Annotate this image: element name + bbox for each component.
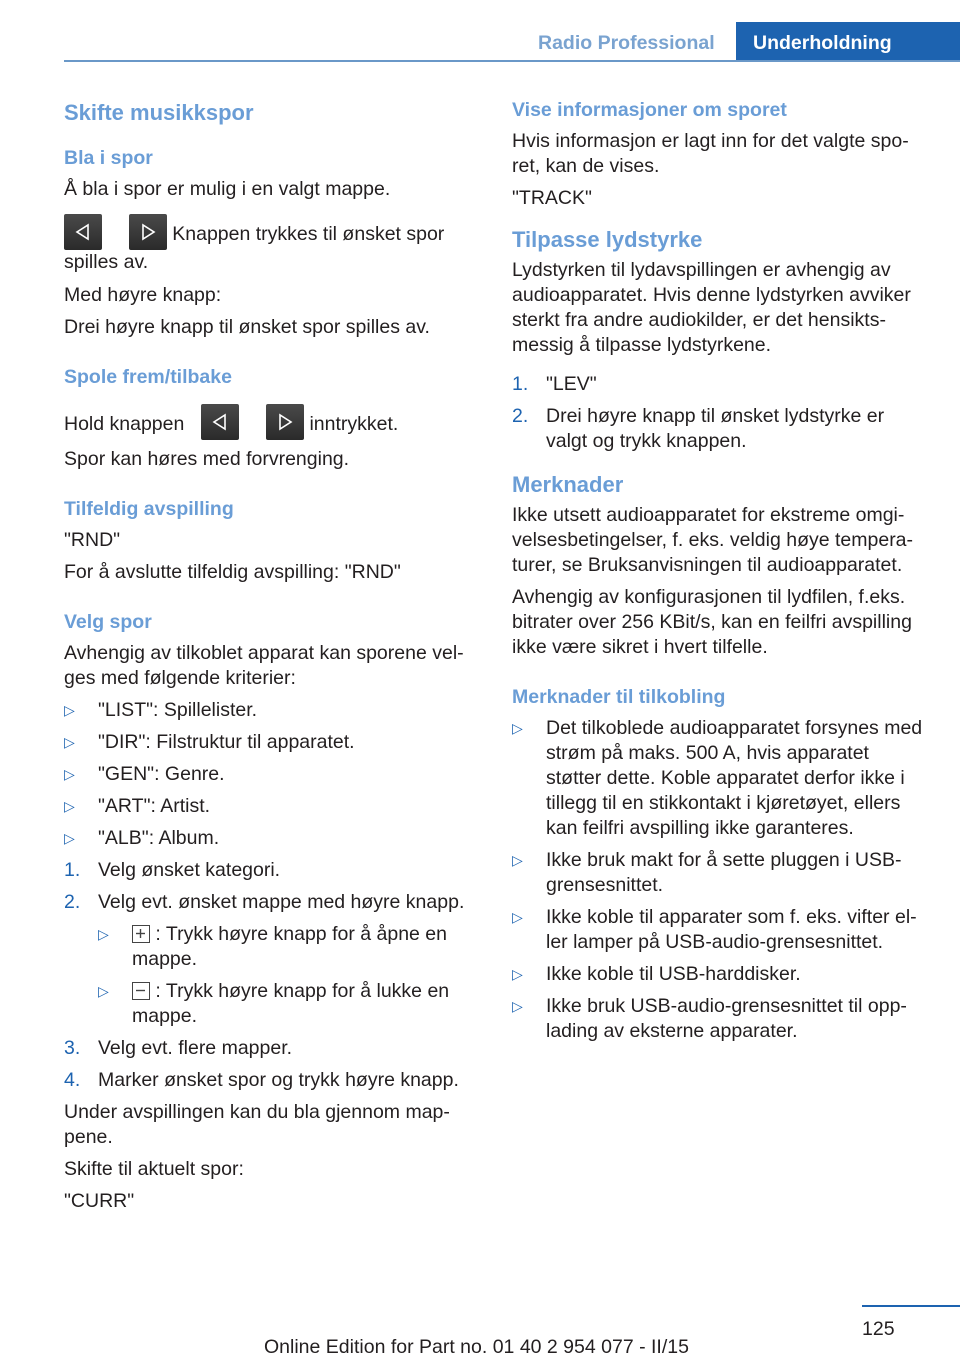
- paragraph: Ikke utsett audioapparatet for ekstreme omgi-velsesbetingelser, f. eks. veldig høye tempera-turer, se Bruksanvisningen til audioapparatet.: [512, 504, 914, 576]
- paragraph: Å bla i spor er mulig i en valgt mappe.: [64, 178, 391, 200]
- left-column: [64, 98, 474, 1214]
- paragraph: Lydstyrken til lydavspillingen er avhengig av audioapparatet. Hvis denne lydstyrken avviker sterkt fra andre audiokilder, er det hensikts-messig å tilpasse lydstyrkene.: [512, 259, 911, 356]
- bullet-icon: ▷: [512, 909, 523, 925]
- paragraph: Skifte til aktuelt spor:: [64, 1158, 244, 1180]
- step-number: 1.: [512, 373, 529, 395]
- paragraph: "CURR": [64, 1190, 135, 1212]
- list-item: ▷ "ALB": Album.: [64, 827, 220, 849]
- paragraph-text: Hold knappen: [64, 413, 185, 435]
- bullet-icon: ▷: [98, 983, 109, 999]
- bullet-icon: ▷: [512, 852, 523, 868]
- paragraph: Under avspillingen kan du bla gjennom map-pene.: [64, 1101, 450, 1148]
- criteria-list: [64, 698, 474, 851]
- footer-edition: Online Edition for Part no. 01 40 2 954 077 - II/15: [264, 1336, 689, 1358]
- heading-tilfeldig-avspilling: Tilfeldig avspilling: [64, 498, 234, 520]
- heading-vise-informasjoner: Vise informasjoner om sporet: [512, 99, 787, 121]
- bullet-icon: ▷: [98, 926, 109, 942]
- paragraph: Avhengig av tilkoblet apparat kan sporene vel-ges med følgende kriterier:: [64, 642, 464, 689]
- bullet-icon: ▷: [64, 830, 75, 846]
- list-item: 3. Velg evt. flere mapper.: [64, 1037, 293, 1059]
- heading-spole-frem-tilbake: Spole frem/tilbake: [64, 366, 232, 388]
- step-number: 3.: [64, 1037, 81, 1059]
- paragraph-with-icons: [64, 214, 474, 275]
- paragraph-text: inntrykket.: [309, 413, 399, 435]
- list-item: ▷ : Trykk høyre knapp for å lukke en mappe.: [98, 980, 450, 1027]
- sub-list: [98, 922, 474, 1029]
- list-item: 2. Drei høyre knapp til ønsket lydstyrke er valgt og trykk knappen.: [512, 405, 885, 452]
- list-item: ▷ Ikke koble til USB-harddisker.: [512, 963, 801, 985]
- list-item: ▷ Ikke koble til apparater som f. eks. vifter el-ler lamper på USB-audio-grensesnittet.: [512, 906, 917, 953]
- connection-notes-list: [512, 716, 924, 1044]
- header-rule: [64, 60, 960, 62]
- list-item: ▷ "LIST": Spillelister.: [64, 699, 258, 721]
- paragraph-with-icons: [64, 404, 474, 440]
- rewind-icon: [201, 404, 239, 440]
- section-title-merknader: Merknader: [512, 472, 624, 497]
- list-item: ▷ "ART": Artist.: [64, 795, 211, 817]
- heading-merknader-til-tilkobling: Merknader til tilkobling: [512, 686, 726, 708]
- bullet-icon: ▷: [64, 766, 75, 782]
- bullet-icon: ▷: [512, 720, 523, 736]
- paragraph: Avhengig av konfigurasjonen til lydfilen, f.eks. bitrater over 256 KBit/s, kan en feilfri avspilling ikke være sikret i hvert tilfelle.: [512, 586, 912, 658]
- section-title-tilpasse-lydstyrke: Tilpasse lydstyrke: [512, 227, 703, 252]
- list-item: ▷ Ikke bruk makt for å sette pluggen i USB-grensesnittet.: [512, 849, 902, 896]
- previous-track-icon: [64, 214, 102, 250]
- list-item: 2. Velg evt. ønsket mappe med høyre knapp. ▷ : Trykk høyre knapp for å åpne en mappe. ▷ : Trykk høyre knapp for å lukke en mappe.: [64, 890, 474, 1029]
- step-number: 2.: [512, 405, 529, 427]
- list-item: 1. "LEV": [512, 373, 597, 395]
- bullet-icon: ▷: [64, 702, 75, 718]
- step-number: 4.: [64, 1069, 81, 1091]
- paragraph: "RND": [64, 529, 121, 551]
- list-item: ▷ : Trykk høyre knapp for å åpne en mappe.: [98, 923, 447, 970]
- header-tab-underholdning[interactable]: Underholdning: [736, 22, 960, 62]
- page-number: 125: [862, 1318, 895, 1340]
- paragraph: For å avslutte tilfeldig avspilling: "RND": [64, 561, 401, 583]
- expand-folder-icon: [132, 925, 150, 943]
- list-item: ▷ "GEN": Genre.: [64, 763, 225, 785]
- list-item: ▷ "DIR": Filstruktur til apparatet.: [64, 731, 355, 753]
- paragraph-text: Knappen trykkes til ønsket spor spilles av.: [64, 223, 445, 273]
- bullet-icon: ▷: [64, 734, 75, 750]
- list-item: 1. Velg ønsket kategori.: [64, 859, 281, 881]
- bullet-icon: ▷: [512, 998, 523, 1014]
- collapse-folder-icon: [132, 982, 150, 1000]
- step-number: 2.: [64, 891, 81, 913]
- paragraph: Med høyre knapp:: [64, 284, 222, 306]
- step-number: 1.: [64, 859, 81, 881]
- next-track-icon: [129, 214, 167, 250]
- right-column: [512, 98, 924, 1044]
- paragraph: Hvis informasjon er lagt inn for det valgte spo-ret, kan de vises.: [512, 130, 909, 177]
- section-title-skifte-musikkspor: Skifte musikkspor: [64, 100, 254, 125]
- footer-rule: [862, 1305, 960, 1307]
- heading-bla-i-spor: Bla i spor: [64, 147, 153, 169]
- paragraph: Drei høyre knapp til ønsket spor spilles av.: [64, 316, 430, 338]
- paragraph: Spor kan høres med forvrenging.: [64, 448, 350, 470]
- header-tab-radio-professional[interactable]: Radio Professional: [538, 32, 715, 54]
- bullet-icon: ▷: [512, 966, 523, 982]
- bullet-icon: ▷: [64, 798, 75, 814]
- paragraph: "TRACK": [512, 187, 592, 209]
- list-item: ▷ Ikke bruk USB-audio-grensesnittet til opp-lading av eksterne apparater.: [512, 995, 907, 1042]
- heading-velg-spor: Velg spor: [64, 611, 152, 633]
- volume-steps-list: [512, 372, 924, 454]
- list-item: 4. Marker ønsket spor og trykk høyre knapp.: [64, 1069, 459, 1091]
- steps-list: [64, 858, 474, 1093]
- fast-forward-icon: [266, 404, 304, 440]
- list-item: ▷ Det tilkoblede audioapparatet forsynes med strøm på maks. 500 A, hvis apparatet støtter dette. Koble apparatet derfor ikke i tillegg til en stikkontakt i kjøretøyet, ellers kan feilfri avspilling ikke garanteres.: [512, 717, 923, 839]
